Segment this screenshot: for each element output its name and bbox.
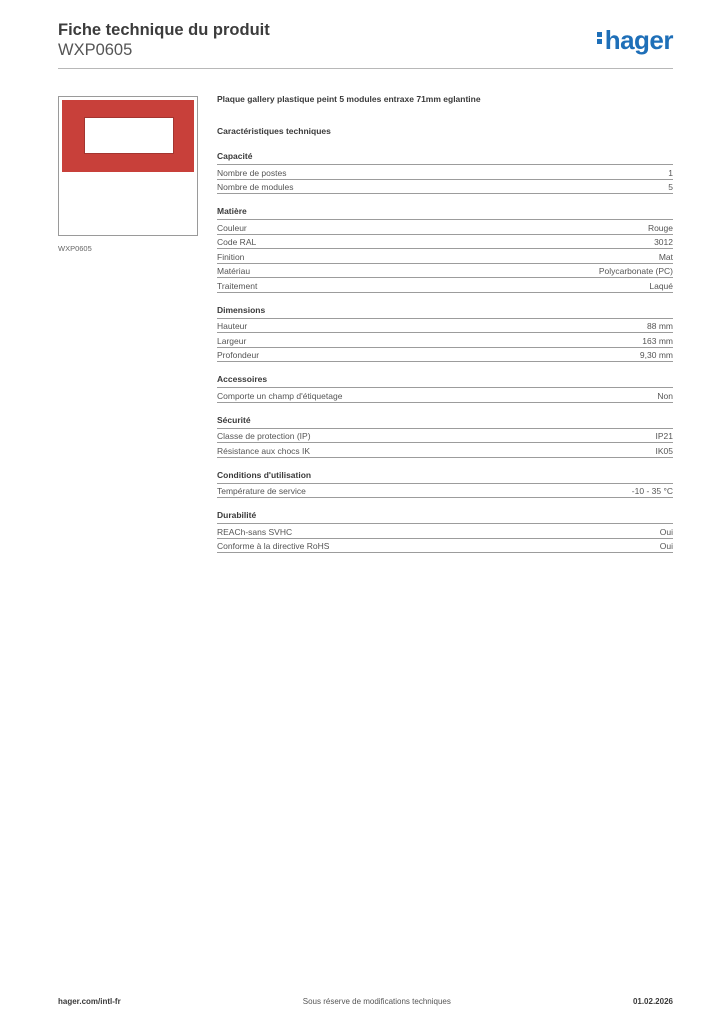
footer-disclaimer: Sous réserve de modifications techniques: [302, 997, 451, 1006]
spec-row: [217, 348, 673, 363]
spec-section: [217, 151, 673, 194]
section-title: Accessoires: [217, 374, 673, 388]
spec-value: Oui: [659, 541, 673, 551]
spec-value: 9,30 mm: [639, 350, 673, 360]
spec-value: IK05: [655, 445, 673, 456]
specs-heading: Caractéristiques techniques: [217, 126, 331, 136]
spec-row: [217, 524, 673, 539]
spec-row: [217, 278, 673, 293]
spec-section: [217, 305, 673, 363]
spec-value: 5: [668, 182, 673, 192]
section-title: Conditions d'utilisation: [217, 470, 673, 484]
spec-label: Classe de protection (IP): [217, 431, 311, 441]
document-header: [58, 20, 673, 60]
product-image: [58, 96, 198, 236]
page-footer: [58, 997, 673, 1006]
spec-row: [217, 264, 673, 279]
spec-row: [217, 539, 673, 554]
spec-label: Largeur: [217, 335, 247, 346]
spec-row: [217, 220, 673, 235]
spec-label: Matériau: [217, 266, 251, 276]
spec-row: [217, 333, 673, 348]
spec-section: [217, 470, 673, 499]
spec-row: [217, 484, 673, 499]
plate-window: [84, 117, 174, 154]
spec-label: Nombre de modules: [217, 182, 294, 192]
section-title: Matière: [217, 206, 673, 220]
spec-sections: [217, 151, 673, 553]
product-description: Plaque gallery plastique peint 5 modules entraxe 71mm eglantine: [217, 94, 481, 104]
plate-illustration: [62, 100, 194, 172]
spec-value: 1: [668, 167, 673, 178]
spec-row: [217, 443, 673, 458]
spec-value: 3012: [654, 237, 673, 247]
spec-section: [217, 510, 673, 553]
spec-value: Polycarbonate (PC): [598, 266, 673, 276]
logo-dots-icon: [597, 30, 603, 46]
spec-row: [217, 388, 673, 403]
footer-website: hager.com/intl-fr: [58, 997, 121, 1006]
spec-section: [217, 206, 673, 293]
spec-section: [217, 415, 673, 458]
spec-section: [217, 374, 673, 403]
spec-label: Traitement: [217, 280, 258, 291]
header-divider: [58, 68, 673, 69]
spec-label: Nombre de postes: [217, 167, 287, 178]
spec-label: Profondeur: [217, 350, 260, 360]
section-title: Sécurité: [217, 415, 673, 429]
spec-row: [217, 180, 673, 195]
spec-value: Rouge: [647, 222, 673, 233]
spec-value: IP21: [655, 431, 673, 441]
spec-row: [217, 319, 673, 334]
footer-date: 01.02.2026: [632, 997, 673, 1006]
hager-logo: [597, 26, 673, 54]
spec-label: Conforme à la directive RoHS: [217, 541, 330, 551]
spec-row: [217, 429, 673, 444]
spec-label: Couleur: [217, 222, 247, 233]
spec-label: Finition: [217, 251, 245, 262]
spec-label: REACh-sans SVHC: [217, 526, 293, 537]
spec-label: Hauteur: [217, 321, 248, 331]
spec-value: Laqué: [649, 280, 673, 291]
spec-label: Résistance aux chocs IK: [217, 445, 311, 456]
document-title: Fiche technique du produit: [58, 21, 270, 39]
specs-panel: [217, 94, 673, 565]
section-title: Durabilité: [217, 510, 673, 524]
spec-value: Oui: [659, 526, 673, 537]
spec-value: 88 mm: [647, 321, 673, 331]
spec-row: [217, 249, 673, 264]
spec-label: Comporte un champ d'étiquetage: [217, 390, 343, 401]
logo-text: hager: [604, 25, 673, 55]
section-title: Dimensions: [217, 305, 673, 319]
section-title: Capacité: [217, 151, 673, 165]
spec-row: [217, 235, 673, 250]
spec-label: Code RAL: [217, 237, 257, 247]
spec-value: Non: [657, 390, 673, 401]
product-reference: WXP0605: [58, 41, 133, 59]
spec-value: Mat: [658, 251, 673, 262]
spec-value: 163 mm: [642, 335, 673, 346]
spec-value: -10 - 35 °C: [631, 486, 673, 496]
spec-label: Température de service: [217, 486, 306, 496]
image-caption: WXP0605: [58, 244, 92, 253]
spec-row: [217, 165, 673, 180]
